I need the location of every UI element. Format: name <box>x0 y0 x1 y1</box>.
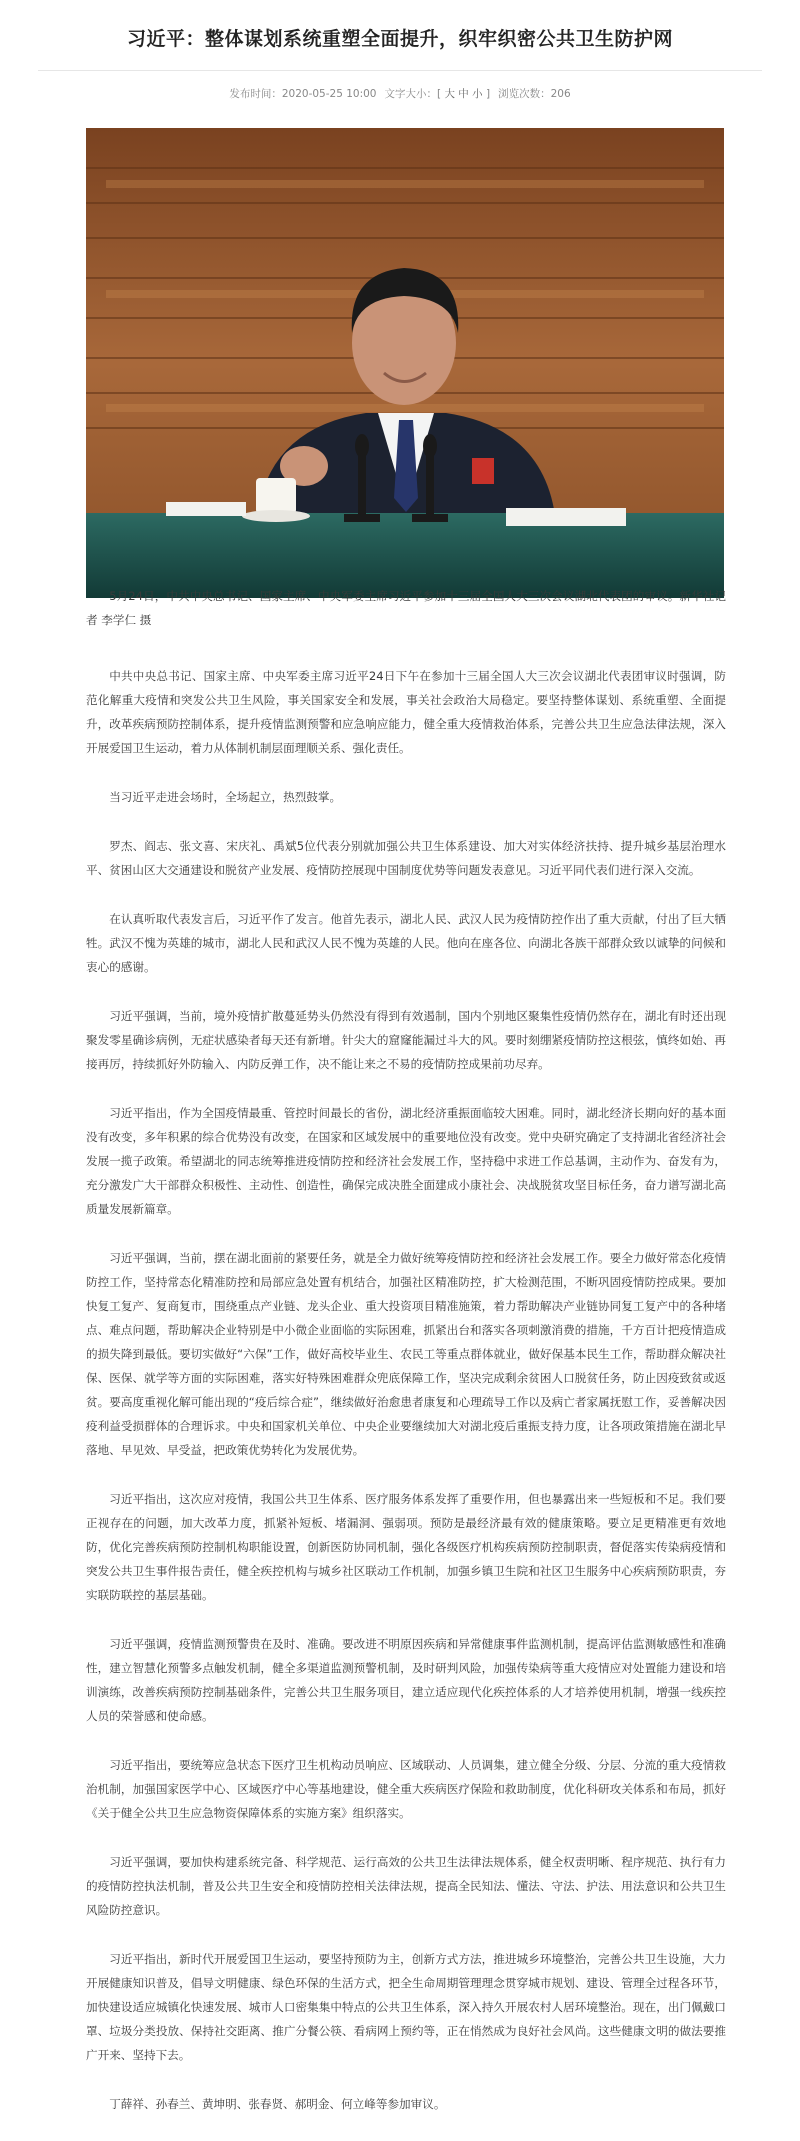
paragraph: 习近平强调，疫情监测预警贵在及时、准确。要改进不明原因疾病和异常健康事件监测机制，提高评估监测敏感性和准确性，建立智慧化预警多点触发机制，健全多渠道监测预警机制，及时研判风险，加强传染病等重大疫情应对处置能力建设和培训演练，改善疾病预防控制基础条件，完善公共卫生服务项目，建立适应现代化疾控体系的人才培养使用机制，增强一线疾控人员的荣誉感和使命感。 <box>86 1637 726 1723</box>
view-count: 206 <box>550 88 571 100</box>
paragraph: 习近平指出，这次应对疫情，我国公共卫生体系、医疗服务体系发挥了重要作用，但也暴露出来一些短板和不足。我们要正视存在的问题，加大改革力度，抓紧补短板、堵漏洞、强弱项。预防是最经济最有效的健康策略。要立足更精准更有效地防，优化完善疾病预防控制机构职能设置，创新医防协同机制，强化各级医疗机构疾病预防控制职责，督促落实传染病疫情和突发公共卫生事件报告责任，健全疾控机构与城乡社区联动工作机制，加强乡镇卫生院和社区卫生服务中心疾病预防职责，夯实联防联控的基层基础。 <box>86 1492 726 1602</box>
papers-right <box>506 508 626 526</box>
paragraph: 习近平强调，当前，境外疫情扩散蔓延势头仍然没有得到有效遏制，国内个别地区聚集性疫情仍然存在，湖北有时还出现聚发零星确诊病例，无症状感染者每天还有新增。针尖大的窟窿能漏过斗大的风。要时刻绷紧疫情防控这根弦，慎终如始、再接再厉，持续抓好外防输入、内防反弹工作，决不能让来之不易的疫情防控成果前功尽弃。 <box>86 1009 726 1071</box>
paragraph: 习近平强调，当前，摆在湖北面前的紧要任务，就是全力做好统筹疫情防控和经济社会发展工作。要全力做好常态化疫情防控工作，坚持常态化精准防控和局部应急处置有机结合，加强社区精准防控，扩大检测范围，不断巩固疫情防控成果。要加快复工复产、复商复市，围绕重点产业链、龙头企业、重大投资项目精准施策，着力帮助解决产业链协同复工复产中的各种堵点、难点问题，帮助解决企业特别是中小微企业面临的实际困难，抓紧出台和落实各项刺激消费的措施，千方百计把疫情造成的损失降到最低。要切实做好“六保”工作，做好高校毕业生、农民工等重点群体就业，做好保基本民生工作，帮助群众解决社保、医保、就学等方面的实际困难，落实好特殊困难群众兜底保障工作，坚决完成剩余贫困人口脱贫任务，防止因疫致贫或返贫。要高度重视化解可能出现的“疫后综合症”，继续做好治愈患者康复和心理疏导工作以及病亡者家属抚慰工作，妥善解决因疫利益受损群体的合理诉求。中央和国家机关单位、中央企业要继续加大对湖北疫后重振支持力度，让各项政策措施在湖北早落地、早见效、早受益，把政策优势转化为发展优势。 <box>86 1251 726 1457</box>
paragraph: 习近平指出，作为全国疫情最重、管控时间最长的省份，湖北经济重振面临较大困难。同时，湖北经济长期向好的基本面没有改变，多年积累的综合优势没有改变，在国家和区域发展中的重要地位没有改变。党中央研究确定了支持湖北省经济社会发展一揽子政策。希望湖北的同志统筹推进疫情防控和经济社会发展工作，坚持稳中求进工作总基调，主动作为、奋发有为，充分激发广大干部群众积极性、主动性、创造性，确保完成决胜全面建成小康社会、决战脱贫攻坚目标任务，奋力谱写湖北高质量发展新篇章。 <box>86 1106 726 1216</box>
paragraph: 罗杰、阎志、张文喜、宋庆礼、禹斌5位代表分别就加强公共卫生体系建设、加大对实体经济扶持、提升城乡基层治理水平、贫困山区大交通建设和脱贫产业发展、疫情防控展现中国制度优势等问题发表意见。习近平同代表们进行深入交流。 <box>86 839 726 877</box>
article-photo <box>86 128 724 598</box>
tea-cup <box>256 478 296 514</box>
paragraph: 习近平指出，要统筹应急状态下医疗卫生机构动员响应、区域联动、人员调集，建立健全分级、分层、分流的重大疫情救治机制，加强国家医学中心、区域医疗中心等基地建设，健全重大疾病医疗保险和救助制度，优化科研攻关体系和布局，抓好《关于健全公共卫生应急物资保障体系的实施方案》组织落实。 <box>86 1758 726 1820</box>
font-size-large-link[interactable]: 大 <box>444 88 455 100</box>
font-size-medium-link[interactable]: 中 <box>458 88 469 100</box>
article-meta <box>0 86 800 101</box>
article-body <box>86 584 726 2141</box>
paragraph: 当习近平走进会场时，全场起立，热烈鼓掌。 <box>109 790 342 804</box>
title-divider <box>38 70 762 71</box>
paragraph: 习近平强调，要加快构建系统完备、科学规范、运行高效的公共卫生法律法规体系，健全权责明晰、程序规范、执行有力的疫情防控执法机制，普及公共卫生安全和疫情防控相关法律法规，提高全民知法、懂法、守法、护法、用法意识和公共卫生风险防控意识。 <box>86 1855 726 1917</box>
date-label: 发布时间： <box>229 88 282 100</box>
font-size-label: 文字大小：[ <box>384 88 442 100</box>
badge <box>472 458 494 484</box>
article-title: 习近平：整体谋划系统重塑全面提升，织牢织密公共卫生防护网 <box>126 28 673 50</box>
photo-illustration <box>86 128 724 598</box>
font-size-small-link[interactable]: 小 <box>472 88 483 100</box>
views-label: 浏览次数： <box>498 88 551 100</box>
papers-left <box>166 502 246 516</box>
publish-date: 2020-05-25 10:00 <box>281 88 377 100</box>
paragraph: 在认真听取代表发言后，习近平作了发言。他首先表示，湖北人民、武汉人民为疫情防控作出了重大贡献，付出了巨大牺牲。武汉不愧为英雄的城市，湖北人民和武汉人民不愧为英雄的人民。他向在座各位、向湖北各族干部群众致以诚挚的问候和衷心的感谢。 <box>86 912 726 974</box>
font-size-close: ] <box>485 88 491 100</box>
paragraph: 丁薛祥、孙春兰、黄坤明、张春贤、郝明金、何立峰等参加审议。 <box>109 2097 446 2111</box>
paragraph: 中共中央总书记、国家主席、中央军委主席习近平24日下午在参加十三届全国人大三次会议湖北代表团审议时强调，防范化解重大疫情和突发公共卫生风险，事关国家安全和发展，事关社会政治大局稳定。要坚持整体谋划、系统重塑、全面提升，改革疾病预防控制体系，提升疫情监测预警和应急响应能力，健全重大疫情救治体系，完善公共卫生应急法律法规，深入开展爱国卫生运动，着力从体制机制层面理顺关系、强化责任。 <box>86 669 726 755</box>
paragraph: 习近平指出，新时代开展爱国卫生运动，要坚持预防为主，创新方式方法，推进城乡环境整治，完善公共卫生设施，大力开展健康知识普及，倡导文明健康、绿色环保的生活方式，把全生命周期管理理念贯穿城市规划、建设、管理全过程各环节，加快建设适应城镇化快速发展、城市人口密集集中特点的公共卫生体系，深入持久开展农村人居环境整治。现在，出门佩戴口罩、垃圾分类投放、保持社交距离、推广分餐公筷、看病网上预约等，正在悄然成为良好社会风尚。这些健康文明的做法要推广开来、坚持下去。 <box>86 1952 726 2062</box>
photo-caption: 5月24日，中共中央总书记、国家主席、中央军委主席习近平参加十三届全国人大三次会议湖北代表团的审议。新华社记者 李学仁 摄 <box>86 589 726 627</box>
